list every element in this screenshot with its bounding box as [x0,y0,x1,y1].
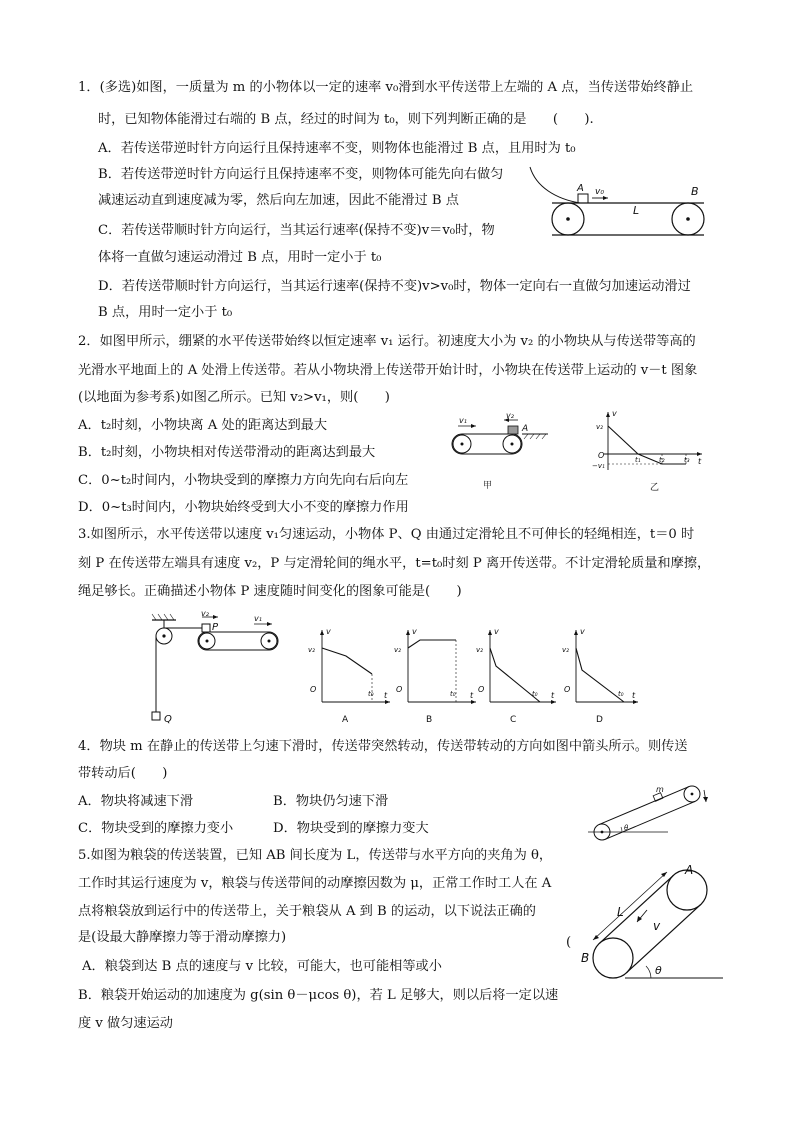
q2-line-3: (以地面为参考系)如图乙所示。已知 v₂>v₁，则( ) [78,390,390,405]
svg-text:O: O [310,685,317,694]
q2-line-2: 光滑水平地面上的 A 处滑上传送带。若从小物块滑上传送带开始计时，小物块在传送带上运动的 v－t 图象 [78,363,698,378]
svg-text:t₁: t₁ [635,456,641,464]
q1-line-2: 时，已知物体能滑过右端的 B 点，经过的时间为 t₀，则下列判断正确的是 ( ). [98,112,594,127]
q4-incline-figure [588,780,718,852]
svg-text:t₀: t₀ [368,690,374,698]
q3-graph-a [308,627,390,725]
q3-graph-d [562,627,638,725]
q1-option-a: A．若传送带逆时针方向运行且保持速率不变，则物体也能滑过 B 点，且用时为 t₀ [98,141,576,156]
svg-text:A: A [577,183,584,194]
svg-text:t: t [384,691,388,700]
q1-option-c-1: C．若传送带顺时针方向运行，当其运行速率(保持不变)v＝v₀时，物 [98,223,495,238]
svg-text:t: t [551,691,555,700]
svg-text:θ: θ [624,824,629,832]
svg-text:C: C [510,715,517,725]
q5-option-b-2: 度 v 做匀速运动 [78,1016,173,1031]
svg-text:v₂: v₂ [308,646,315,654]
svg-text:L: L [617,905,624,919]
q5-line-4: 是(设最大静摩擦力等于滑动摩擦力) [78,930,287,945]
svg-text:t₂: t₂ [659,456,665,464]
svg-text:A: A [342,715,349,725]
svg-text:v₂: v₂ [596,423,603,431]
q4-option-c: C．物块受到的摩擦力变小 [78,821,234,836]
q3-graph-c [476,627,556,725]
q1-line-1: 1．(多选)如图，一质量为 m 的小物体以一定的速率 v₀滑到水平传送带上左端的 A 点，当传送带始终静止 [78,80,694,95]
svg-text:v₂: v₂ [201,610,209,618]
q5-answer-paren: ( [566,935,572,950]
svg-text:O: O [564,685,571,694]
svg-text:v₀: v₀ [595,187,604,197]
q3-line-2: 刻 P 在传送带左端具有速度 v₂，P 与定滑轮间的绳水平，t=t₀时刻 P 离开传送带。不计定滑轮质量和摩擦， [78,556,711,571]
svg-text:v: v [580,627,585,636]
q4-option-a: A．物块将减速下滑 [78,794,194,809]
svg-text:B: B [426,715,433,725]
svg-text:t: t [470,691,474,700]
q2-line-1: 2．如图甲所示，绷紧的水平传送带始终以恒定速率 v₁ 运行。初速度大小为 v₂ 的小物块从与传送带等高的 [78,334,696,349]
svg-text:L: L [633,204,640,217]
svg-text:B: B [581,951,590,965]
svg-text:v: v [494,627,499,636]
svg-text:v₂: v₂ [394,646,401,654]
svg-text:v₁: v₁ [254,614,262,623]
q4-line-1: 4．物块 m 在静止的传送带上匀速下滑时，传送带突然转动，传送带转动的方向如图中箭头所示。则传送 [78,739,688,754]
svg-text:v₂: v₂ [476,646,483,654]
q2-figure-yi [590,408,710,494]
svg-text:t: t [632,691,636,700]
svg-text:A: A [685,863,694,877]
q3-line-1: 3.如图所示，水平传送带以速度 v₁匀速运动，小物体 P、Q 由通过定滑轮且不可伸长的轻绳相连，t＝0 时 [78,527,695,542]
q2-option-b: B．t₂时刻，小物块相对传送带滑动的距离达到最大 [78,445,376,460]
svg-text:v: v [326,627,331,636]
q4-line-2: 带转动后( ) [78,766,168,781]
svg-text:t₀: t₀ [618,690,624,698]
svg-text:t₀: t₀ [450,690,456,698]
svg-text:P: P [212,622,219,633]
q5-line-3: 点将粮袋放到运行中的传送带上，关于粮袋从 A 到 B 的运动，以下说法正确的 [78,904,536,919]
svg-text:t₃: t₃ [684,456,690,464]
svg-text:O: O [396,685,403,694]
q1-option-d-1: D．若传送带顺时针方向运行，当其运行速率(保持不变)v>v₀时，物体一定向右一直做匀加速运动滑过 [98,279,691,294]
svg-text:v: v [653,919,661,933]
q1-option-b-2: 减速运动直到速度减为零，然后向左加速，因此不能滑过 B 点 [98,193,459,208]
q4-option-d: D．物块受到的摩擦力变大 [273,821,429,836]
q3-line-3: 绳足够长。正确描述小物体 P 速度随时间变化的图象可能是( ) [78,584,462,599]
q1-option-b-1: B．若传送带逆时针方向运行且保持速率不变，则物体可能先向右做匀 [98,167,504,182]
svg-text:t₀: t₀ [532,690,538,698]
svg-text:−v₁: −v₁ [592,462,605,470]
q1-option-d-2: B 点，用时一定小于 t₀ [98,305,233,320]
svg-text:O: O [478,685,485,694]
svg-text:v₁: v₁ [459,416,467,425]
svg-text:D: D [596,715,603,725]
svg-text:θ: θ [655,964,662,977]
svg-text:v: v [612,409,617,418]
svg-text:v: v [412,627,417,636]
svg-text:Q: Q [164,714,172,725]
svg-text:甲: 甲 [483,481,493,491]
q2-option-d: D．0~t₃时间内，小物块始终受到大小不变的摩擦力作用 [78,500,409,515]
q2-option-a: A．t₂时刻，小物块离 A 处的距离达到最大 [78,418,328,433]
q5-conveyor-figure [575,862,725,992]
q5-option-a: A．粮袋到达 B 点的速度与 v 比较，可能大，也可能相等或小 [82,959,442,974]
q3-graph-b [394,627,476,725]
svg-text:乙: 乙 [650,483,660,493]
svg-text:B: B [691,185,699,198]
q2-figure-jia [438,412,558,492]
svg-text:v₂: v₂ [562,646,569,654]
q3-graph-options [300,622,640,728]
svg-text:A: A [522,424,529,434]
svg-text:m: m [656,785,664,794]
q5-line-1: 5.如图为粮袋的传送装置，已知 AB 间长度为 L，传送带与水平方向的夹角为 θ， [78,848,553,863]
q4-option-b: B．物块仍匀速下滑 [273,794,389,809]
q5-option-b-1: B．粮袋开始运动的加速度为 g(sin θ－μcos θ)，若 L 足够大，则以后将一定以速 [78,988,559,1003]
svg-text:t: t [698,457,702,466]
q3-apparatus-figure [150,610,285,726]
q1-option-c-2: 体将一直做匀速运动滑过 B 点，用时一定小于 t₀ [98,250,382,265]
q5-line-2: 工作时其运行速度为 v，粮袋与传送带间的动摩擦因数为 μ，正常工作时工人在 A [78,876,552,891]
q1-conveyor-figure [528,165,728,245]
svg-text:O: O [598,451,605,460]
q2-option-c: C．0~t₂时间内，小物块受到的摩擦力方向先向右后向左 [78,473,409,488]
svg-text:v₂: v₂ [506,412,514,420]
